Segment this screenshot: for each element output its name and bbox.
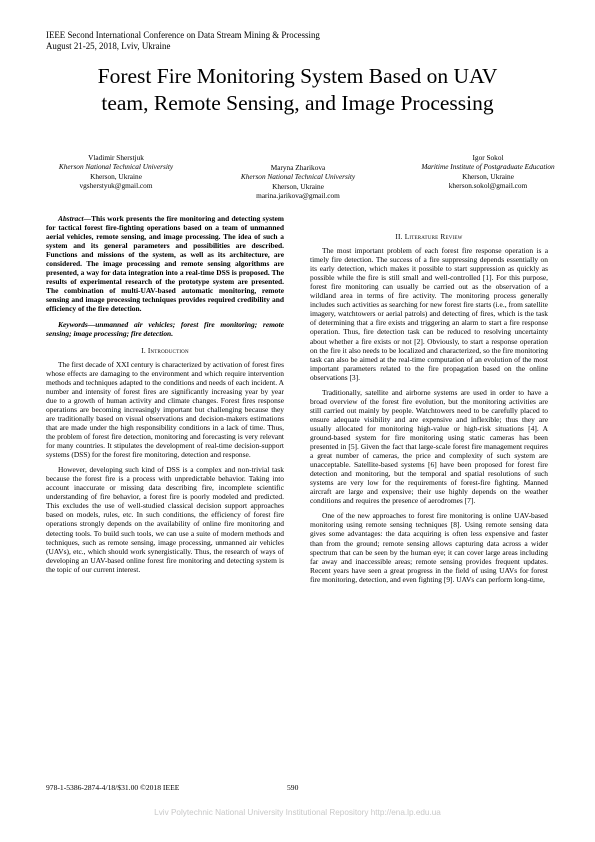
- author-location: Kherson, Ukraine: [462, 171, 514, 181]
- right-column: [310, 232, 548, 590]
- author-email: marina.jarikova@gmail.com: [256, 190, 340, 200]
- author-location: Kherson, Ukraine: [90, 171, 142, 181]
- keywords-dash: —: [87, 319, 96, 329]
- conference-header: [46, 30, 546, 52]
- paper-title-line-2: team, Remote Sensing, and Image Processing: [101, 91, 494, 115]
- review-paragraph-1: The most important problem of each forest fire response operation is a timely fire detection. The success of a fire suppressing depends essentially on its early detection, which makes it possible to start suppression as quickly as possible while the fire is still small and well-controlled [1]. For this purpose, forest fire monitoring can usually be carried out as the observation of a wildland area in terms of fire activity. The monitoring process generally includes such activities as searching for new forest fire starts (i.e., from satellite imagery, watchtowers or aerial patrols) and detecting of fires, which is the task of determining that a fire exists and triggering an alarm to start a fire response operation. Thus, fire detection task can be reduced to resolving uncertainty about whether a fire exists or not [2]. Obviously, to start a response operation on the fire it also needs to be localized and characterized, so the fire monitoring task can also be aimed at the real-time computation of an evolution of the most important parameters related to the fire propagation based on the online observations [3].: [310, 246, 548, 382]
- left-column: [46, 214, 284, 580]
- author-block-3: [400, 153, 576, 190]
- author-affiliation: Kherson National Technical University: [58, 162, 174, 172]
- author-block-2: [200, 163, 396, 200]
- footer-isbn: 978-1-5386-2874-4/18/$31.00 ©2018 IEEE: [46, 783, 180, 792]
- author-email: kherson.sokol@gmail.com: [448, 180, 528, 190]
- paper-title-line-1: Forest Fire Monitoring System Based on UAV: [97, 64, 498, 88]
- abstract: [46, 214, 284, 314]
- abstract-dash: —: [83, 214, 92, 223]
- introduction-heading: I. Introduction: [141, 345, 189, 355]
- author-location: Kherson, Ukraine: [272, 181, 324, 191]
- keywords-text: unmanned air vehicles; forest fire monitoring; remote sensing; image processing; fire detection.: [46, 319, 284, 338]
- conference-date: August 21-25, 2018, Lviv, Ukraine: [46, 41, 171, 51]
- literature-review-heading: II. Literature Review: [395, 232, 463, 241]
- keywords-label: Keywords: [58, 319, 88, 329]
- paper-title: [40, 63, 555, 117]
- author-email: vgsherstyuk@gmail.com: [79, 180, 153, 190]
- abstract-label: Abstract: [58, 214, 84, 223]
- author-name: Maryna Zharikova: [270, 163, 326, 172]
- intro-paragraph-1: The first decade of XXI century is characterized by activation of forest fires whose effects are damaging to the environment and which require intervention methods and techniques adapted to the conditions and needs of each incident. A number and intensity of forest fires are significantly increasing year by year due to a growth of human activity and climate changes. Forest fires response operations are becoming increasingly important but challenging because they are traditionally based on visual observations and decision-makers estimations that are made under the high responsibility conditions in a lack of time. Thus, the problem of forest fire detection, monitoring and forecasting is very relevant for many countries. It stipulates the development of real-time decision-support systems (DSS) for the forest fire monitoring, detection and response.: [46, 359, 284, 460]
- abstract-text: This work presents the fire monitoring and detecting system for tactical forest fire-fighting operations based on a team of unmanned aerial vehicles, remote sensing, and image processing. The idea of such a system and its general parameters and possibilities are described. Functions and missions of the system, as well as its architecture, are considered. The image processing and remote sensing algorithms are presented, a way for data integration into a real-time DSS is proposed. The results of experimental research of the prototype system are presented. The combination of multi-UAV-based automatic monitoring, remote sensing and image processing techniques provides required credibility and efficiency of the fire detection.: [46, 214, 284, 314]
- author-name: Igor Sokol: [472, 153, 504, 162]
- intro-paragraph-2: However, developing such kind of DSS is a complex and non-trivial task because the forest fire is a process with unpredictable behavior. Taking into account inaccurate or missing data describing fire, incomplete scientific understanding of fire behavior, a forest fire is poorly modeled and predicted. This excludes the use of well-studied classical decision support approaches based on models, rules, etc. In such conditions, the efficiency of forest fire operations strongly depends on the availability of online fire monitoring and detecting tools. To build such tools, we can use a suite of modern methods and techniques, such as remote sensing, image processing, unmanned air vehicles (UAVs), etc., which should work synergistically. Thus, the research of ways of developing an UAV-based online forest fire monitoring and detecting system is the topic of our current interest.: [46, 465, 284, 574]
- review-paragraph-3: One of the new approaches to forest fire monitoring is online UAV-based monitoring using remote sensing techniques [8]. Using remote sensing data gives some advantages: the data acquiring is often less expensive and faster than from the ground; remote sensing allows capturing data across a wider spectrum that can be seen by the human eye; it can cover large areas including far away and inaccessible areas; remote sensing provides frequent updates. Recent years have seen a great progress in the field of using UAVs for forest fire monitoring, detection, and even fighting [9]. UAVs can perform long-time,: [310, 511, 548, 584]
- conference-name: IEEE Second International Conference on Data Stream Mining & Processing: [46, 30, 320, 40]
- author-block-1: [16, 153, 216, 190]
- review-paragraph-2: Traditionally, satellite and airborne systems are used in order to have a broad overview of the forest fire evolution, but the monitoring activities are still carried out mainly by people. Watchtowers need to be carefully placed to ensure adequate visibility and are expensive and inflexible; thus they are usually allocated for monitoring high-value or high-risk situations [4]. A ground-based system for fire monitoring using static cameras has been presented in [5]. Given the fact that large-scale forest fire management requires a great number of cameras, the price and complexity of such system are unacceptable. Satellite-based systems [6] have been proposed for forest fire detection and monitoring, but the temporal and spatial resolutions of such systems are very low for the requirements of forest-fire fighting. Manned aircraft are large and expensive; their use highly depends on the weather conditions and requires the presence of aerodromes [7].: [310, 387, 548, 506]
- keywords: [46, 320, 284, 338]
- author-name: Vladimir Sherstjuk: [88, 153, 144, 162]
- author-affiliation: Kherson National Technical University: [240, 172, 356, 182]
- repository-watermark: Lviv Polytechnic National University Institutional Repository http://ena.lp.edu.ua: [154, 808, 441, 817]
- author-affiliation: Maritime Institute of Postgraduate Education: [421, 162, 555, 172]
- page-number: 590: [287, 783, 299, 792]
